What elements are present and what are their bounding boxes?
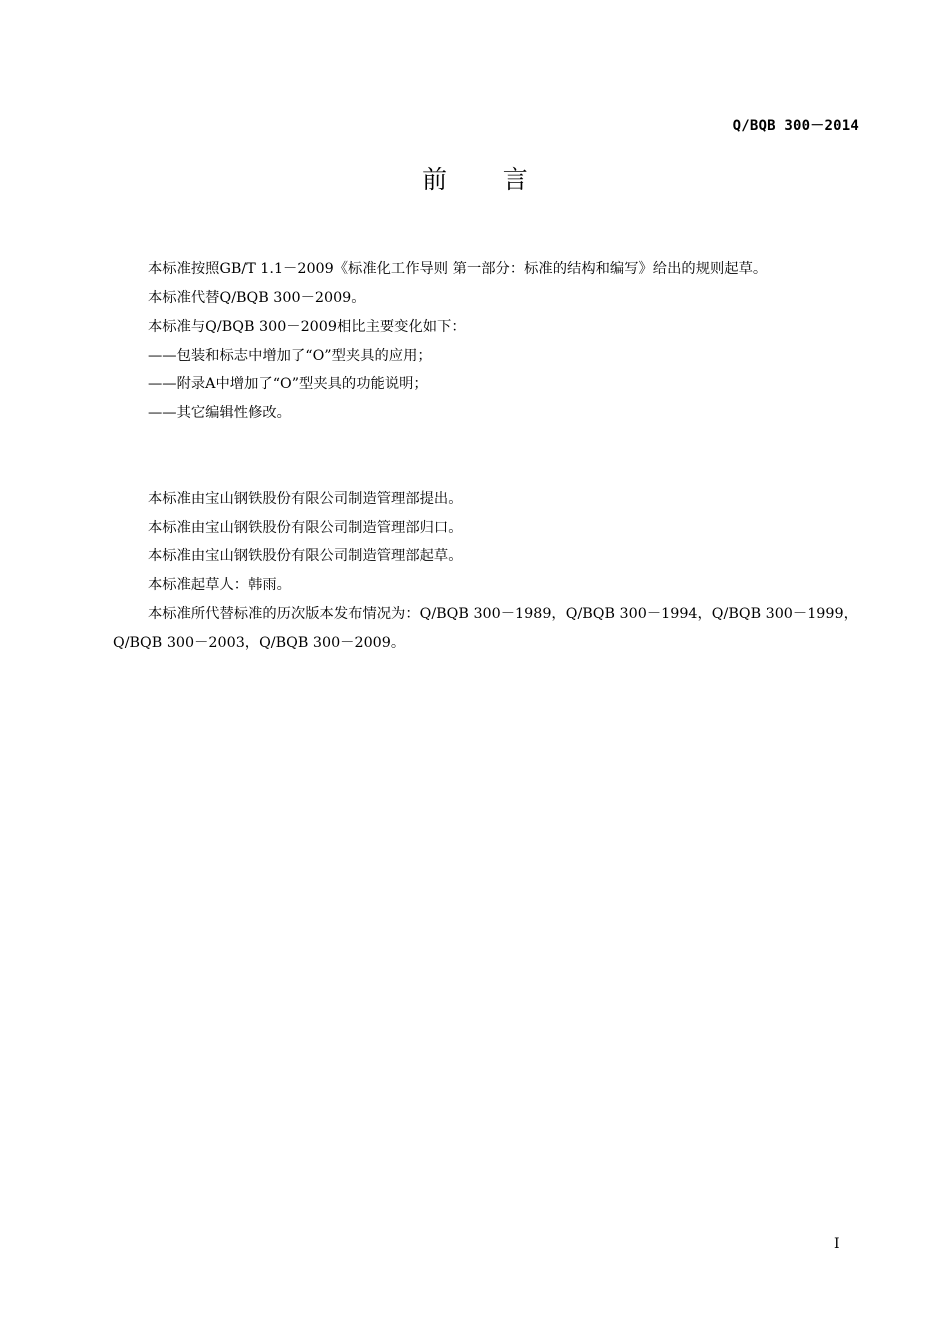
paragraph-history-line-2: Q/BQB 300－2003，Q/BQB 300－2009。 bbox=[113, 635, 406, 651]
change-item: ——其它编辑性修改。 bbox=[148, 405, 291, 421]
paragraph-centralized-by: 本标准由宝山钢铁股份有限公司制造管理部归口。 bbox=[148, 520, 463, 536]
document-code: Q/BQB 300－2014 bbox=[732, 118, 859, 134]
paragraph-drafter: 本标准起草人：韩雨。 bbox=[148, 577, 291, 593]
paragraph-drafted-by: 本标准由宝山钢铁股份有限公司制造管理部起草。 bbox=[148, 548, 463, 564]
paragraph-proposed-by: 本标准由宝山钢铁股份有限公司制造管理部提出。 bbox=[148, 491, 463, 507]
paragraph-history-line-1: 本标准所代替标准的历次版本发布情况为：Q/BQB 300－1989，Q/BQB 300－1994，Q/BQB 300－1999， bbox=[148, 606, 858, 622]
page-number: I bbox=[834, 1236, 840, 1252]
paragraph-drafting-rules: 本标准按照GB/T 1.1－2009《标准化工作导则 第一部分：标准的结构和编写》给出的规则起草。 bbox=[148, 261, 768, 277]
paragraph-changes-intro: 本标准与Q/BQB 300－2009相比主要变化如下： bbox=[148, 319, 466, 335]
page-title: 前 言 bbox=[422, 165, 528, 194]
change-item: ——包装和标志中增加了“O”型夹具的应用； bbox=[148, 348, 432, 364]
change-item: ——附录A中增加了“O”型夹具的功能说明； bbox=[148, 376, 428, 392]
paragraph-replaces: 本标准代替Q/BQB 300－2009。 bbox=[148, 290, 366, 306]
